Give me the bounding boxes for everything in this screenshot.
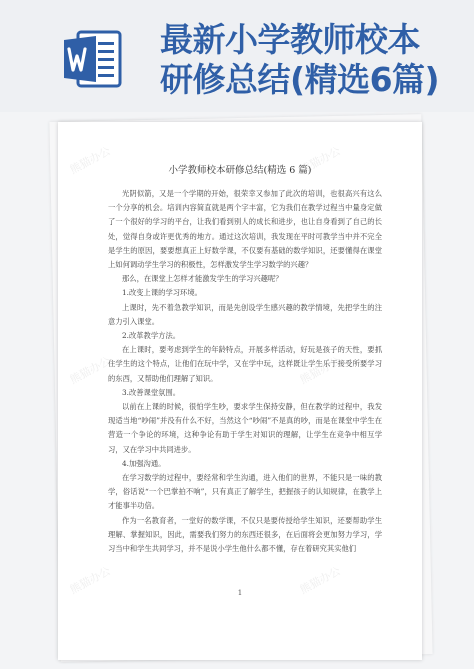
watermark: 熊猫办公 — [67, 144, 113, 177]
document-title: 小学教师校本研修总结(精选 6 篇) — [168, 165, 312, 176]
document-body — [108, 187, 382, 556]
paragraph: 光阴似箭，又是一个学期的开始，很荣幸又参加了此次的培训，也很高兴有这么一个分享的机会。培训内容简直就是两个字丰富，它为我们在教学过程当中量身定做了一个很好的学习的平台，让我们看到别人的成长和进步，也让自身看到了自己的长处，觉得自身或许更优秀的地方。通过这次培训，我发现在平时可教学当中并不完全是学生的原因，要要想真正上好数学课，不仅要有基础的数学知识，还要懂得在课堂上如何调动学生学习的积极性，怎样激发学生学习数学的兴趣？ — [108, 189, 382, 270]
paragraph: 2.改革教学方法。 — [122, 331, 181, 341]
paragraph: 4.加强沟通。 — [122, 458, 166, 468]
word-document-icon — [60, 26, 126, 92]
paragraph: 在学习数学的过程中，要经常和学生沟通，进入他们的世界，不能只是一味的教学，俗话说“一个巴掌拍不响”，只有真正了解学生，把握孩子的认知规律，在教学上才能事半功倍。 — [108, 473, 382, 511]
paragraph: 那么，在课堂上怎样才能激发学生的学习兴趣呢？ — [122, 274, 283, 284]
title-line-1: 最新小学教师校本 — [160, 20, 420, 59]
paragraph: 1.改变上课的学习环境。 — [122, 288, 202, 298]
watermark: 熊猫办公 — [67, 564, 113, 597]
page-title — [160, 20, 460, 100]
paragraph: 作为一名教育者，一堂好的数学课，不仅只是要传授给学生知识，还要帮助学生理解、掌握知识，因此，需要我们努力的东西还很多，在后面将会更加努力学习，学习当中和学生共同学习，并不是说小学生他什么都不懂，存在着研究其实他们 — [108, 515, 382, 554]
paragraph: 上课时，先不着急教学知识，而是先创设学生感兴趣的教学情境，先把学生的注意力引入课堂。 — [108, 302, 382, 326]
header-banner — [0, 0, 474, 112]
title-line-2: 研修总结(精选6篇) — [160, 60, 440, 99]
watermark: 熊猫办公 — [297, 144, 343, 177]
watermark: 熊猫办公 — [297, 354, 343, 387]
document-page — [58, 122, 422, 660]
paragraph: 以前在上课的时候，很怕学生吵，要求学生保持安静，但在教学的过程中，我发现适当地“吵闹”并没有什么不好，当然这个“吵闹”不是真的吵，而是在课堂中学生在营造一个争论的环境，这种争论有助于学生对知识的理解，让学生在竞争中相互学习，又在学习中共同进步。 — [108, 402, 382, 454]
watermark: 熊猫办公 — [67, 354, 113, 387]
paragraph: 3.改善课堂氛围。 — [122, 387, 181, 397]
paragraph: 在上课时，要考虑到学生的年龄特点，开展多样活动，好玩是孩子的天性，要抓住学生的这个特点，让他们在玩中学，又在学中玩，这样既让学生乐于接受所要学习的东西，又帮助他们理解了知识。 — [108, 345, 382, 383]
watermark: 熊猫办公 — [297, 564, 343, 597]
page-number: 1 — [237, 589, 243, 597]
